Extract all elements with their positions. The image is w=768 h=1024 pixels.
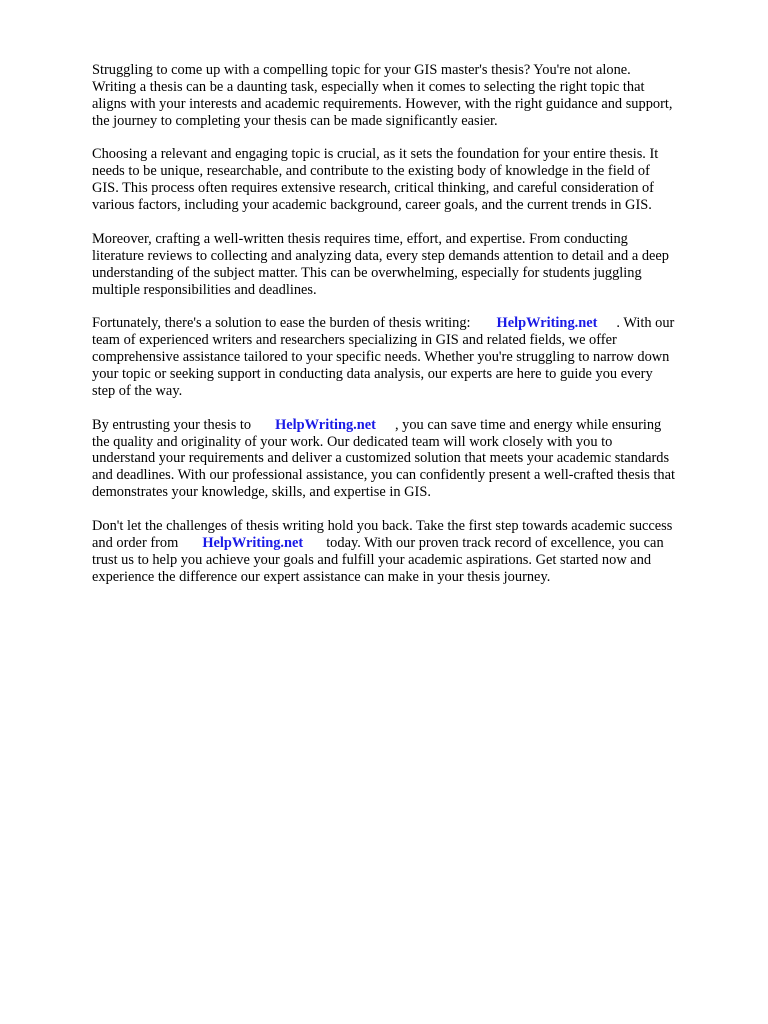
text-line: comprehensive assistance tailored to your specific needs. Whether you're struggling to narrow down xyxy=(92,349,670,366)
text-line: Struggling to come up with a compelling topic for your GIS master's thesis? You're not alone. xyxy=(92,62,631,78)
text-line: literature reviews to collecting and analyzing data, every step demands attention to detail and a deep xyxy=(92,247,670,264)
text-segment: Fortunately, there's a solution to ease the burden of thesis writing: xyxy=(92,315,471,332)
paragraph-crafting xyxy=(92,231,728,299)
helpwriting-link[interactable]: HelpWriting.net xyxy=(496,315,598,332)
text-line: the journey to completing your thesis can be made significantly easier. xyxy=(92,112,498,129)
text-segment: , you can save time and energy while ensuring xyxy=(394,416,662,433)
paragraph-call-to-action xyxy=(92,518,728,586)
text-line xyxy=(92,315,728,332)
text-segment: By entrusting your thesis to xyxy=(92,416,252,433)
helpwriting-link[interactable]: HelpWriting.net xyxy=(275,416,376,433)
document-body xyxy=(92,62,728,602)
text-line: step of the way. xyxy=(92,382,183,399)
paragraph-entrusting xyxy=(92,417,728,502)
text-line: Moreover, crafting a well-written thesis requires time, effort, and expertise. From conducting xyxy=(92,230,628,247)
text-line: multiple responsibilities and deadlines. xyxy=(92,281,317,298)
text-line: Don't let the challenges of thesis writing hold you back. Take the first step towards academic success xyxy=(92,517,673,534)
text-line: team of experienced writers and researchers specializing in GIS and related fields, we offer xyxy=(92,332,617,349)
text-line: understand your requirements and deliver a customized solution that meets your academic standards xyxy=(92,450,670,467)
paragraph-intro xyxy=(92,62,728,130)
text-segment: . With our xyxy=(616,315,675,332)
text-line: experience the difference our expert assistance can make in your thesis journey. xyxy=(92,568,551,585)
text-line: Choosing a relevant and engaging topic is crucial, as it sets the foundation for your entire thesis. It xyxy=(92,146,659,163)
helpwriting-link[interactable]: HelpWriting.net xyxy=(202,534,304,551)
text-line: understanding of the subject matter. This can be overwhelming, especially for students juggling xyxy=(92,264,642,281)
text-line: needs to be unique, researchable, and contribute to the existing body of knowledge in the field of xyxy=(92,163,650,180)
text-line: and deadlines. With our professional assistance, you can confidently present a well-crafted thesis that xyxy=(92,467,675,484)
text-segment: today. With our proven track record of excellence, you can xyxy=(326,534,664,551)
text-line: aligns with your interests and academic requirements. However, with the right guidance and support, xyxy=(92,95,673,112)
text-line: GIS. This process often requires extensive research, critical thinking, and careful consideration of xyxy=(92,180,654,197)
text-line xyxy=(92,417,728,434)
text-line: the quality and originality of your work. Our dedicated team will work closely with you to xyxy=(92,433,613,450)
text-line: various factors, including your academic background, career goals, and the current trends in GIS. xyxy=(92,197,652,214)
text-line: trust us to help you achieve your goals and fulfill your academic aspirations. Get started now and xyxy=(92,551,652,568)
paragraph-solution xyxy=(92,315,728,400)
paragraph-topic-choice xyxy=(92,146,728,214)
text-line: your topic or seeking support in conducting data analysis, our experts are here to guide you every xyxy=(92,365,653,382)
text-line: Writing a thesis can be a daunting task, especially when it comes to selecting the right topic that xyxy=(92,78,645,95)
text-segment: and order from xyxy=(92,534,179,551)
text-line: demonstrates your knowledge, skills, and expertise in GIS. xyxy=(92,484,431,501)
text-line xyxy=(92,535,728,552)
